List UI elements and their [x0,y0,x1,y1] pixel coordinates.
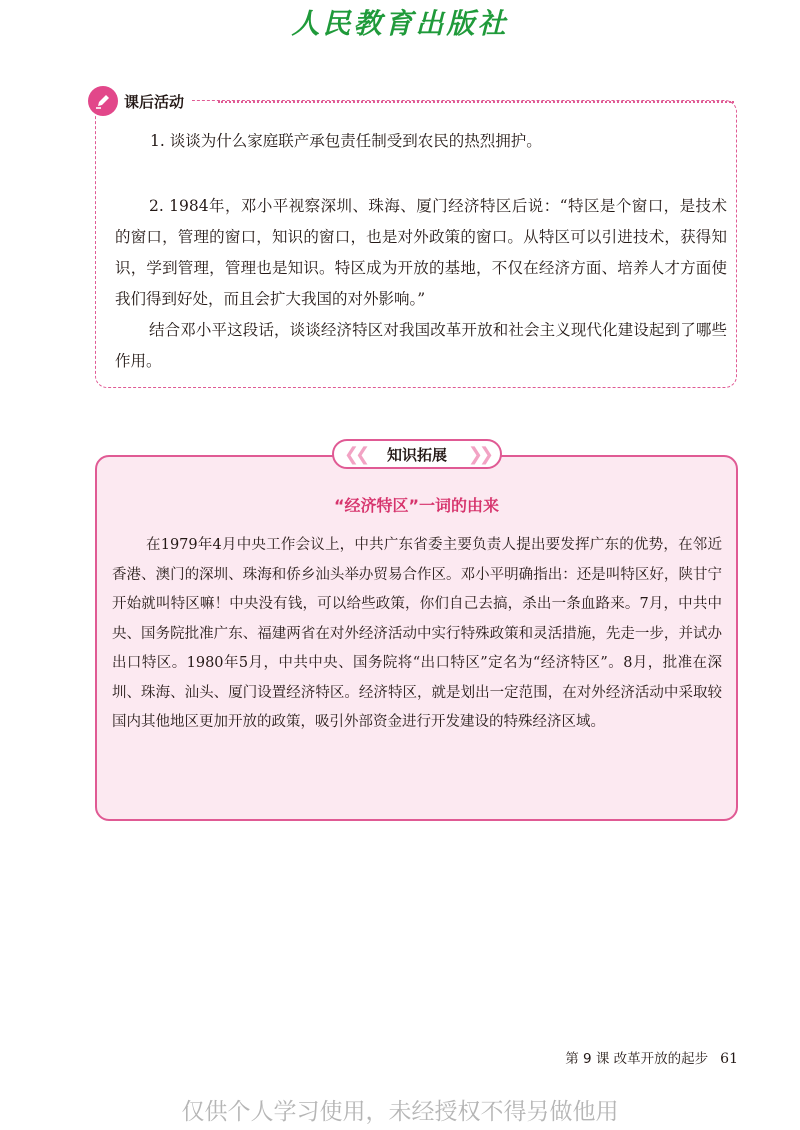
activity-question-2: 2. 1984年，邓小平视察深圳、珠海、厦门经济特区后说：“特区是个窗口，是技术的窗口，管理的窗口，知识的窗口，也是对外政策的窗口。从特区可以引进技术，获得知识，学到管理，管理也是知识。特区成为开放的基地，不仅在经济方面、培养人才方面使我们得到好处，而且会扩大我国的对外影响。” [115,197,727,308]
pencil-icon [88,86,118,116]
page-footer [565,1047,738,1067]
activity-question-2-prompt: 结合邓小平这段话，谈谈经济特区对我国改革开放和社会主义现代化建设起到了哪些作用。 [115,321,727,370]
watermark-text: 仅供个人学习使用，未经授权不得另做他用 [181,1099,619,1125]
knowledge-body: 在1979年4月中央工作会议上，中共广东省委主要负责人提出要发挥广东的优势，在邻近香港、澳门的深圳、珠海和侨乡汕头举办贸易合作区。邓小平明确指出：还是叫特区好，陕甘宁开始就叫特区嘛！中央没有钱，可以给些政策，你们自己去搞，杀出一条血路来。7月，中共中央、国务院批准广东、福建两省在对外经济活动中实行特殊政策和灵活措施，先走一步，并试办出口特区。1980年5月，中共中央、国务院将“出口特区”定名为“经济特区”。8月，批准在深圳、珠海、汕头、厦门设置经济特区。经济特区，就是划出一定范围，在对外经济活动中采取较国内其他地区更加开放的政策，吸引外部资金进行开发建设的特殊经济区域。 [112,537,722,730]
activity-header-divider [218,101,734,103]
knowledge-tab [332,439,502,469]
lesson-title: 第 9 课 改革开放的起步 [565,1051,709,1067]
chevron-left-icon: ❮❮ [344,443,367,465]
chevron-right-icon: ❯❯ [467,443,490,465]
knowledge-tab-label: 知识拓展 [386,445,447,464]
publisher-logo: 人民教育出版社 [291,7,509,40]
activity-header [88,86,192,116]
knowledge-heading: “经济特区”一词的由来 [333,496,500,515]
activity-question-1: 1. 谈谈为什么家庭联产承包责任制受到农民的热烈拥护。 [150,132,542,150]
activity-title: 课后活动 [124,92,185,111]
page-number: 61 [720,1051,738,1067]
